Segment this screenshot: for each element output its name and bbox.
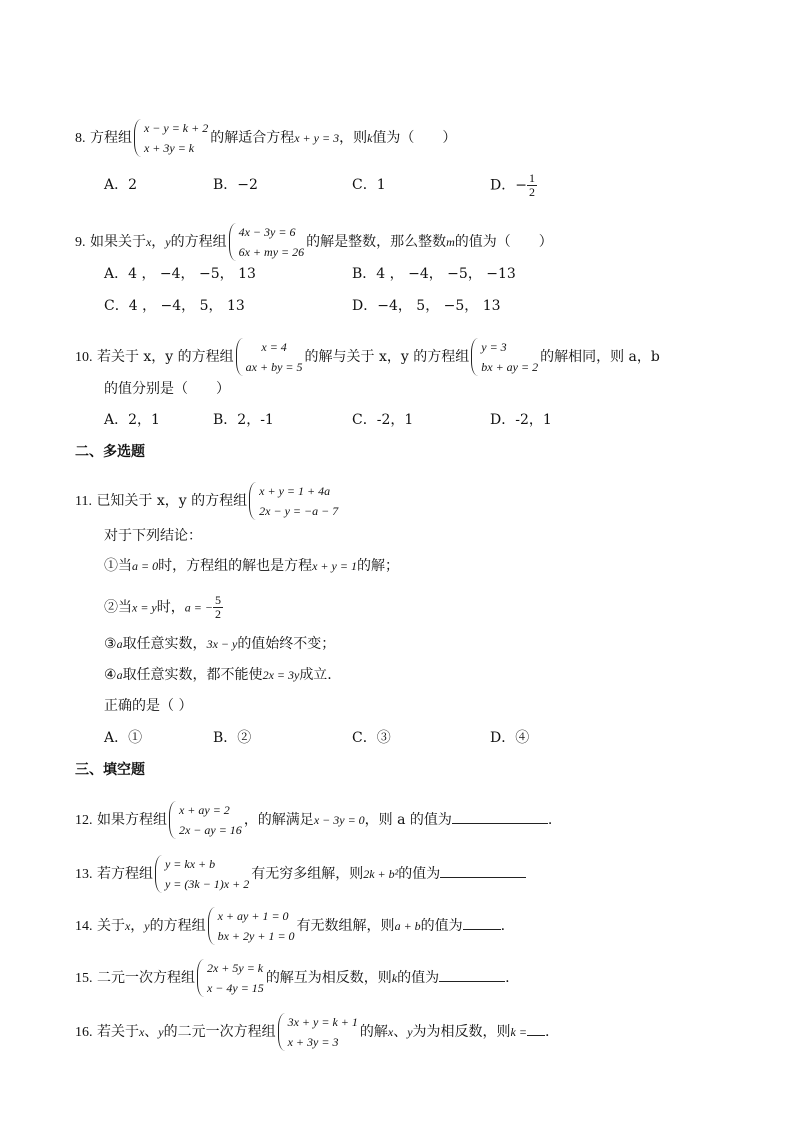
option-a: A．① — [104, 730, 143, 746]
variable: x — [387, 1025, 394, 1039]
question-9 — [75, 222, 553, 262]
period: . — [544, 1024, 550, 1040]
question-number: 14. — [75, 919, 93, 934]
option-c: C．-2，1 — [352, 412, 414, 428]
question-number: 12. — [75, 813, 93, 828]
question-number: 13. — [75, 867, 93, 882]
question-text: 的方程组 — [170, 234, 227, 250]
equation: x + 3y = k — [143, 141, 195, 155]
statement-4 — [104, 665, 332, 685]
equation: y = kx + b — [164, 857, 216, 871]
equation: a = 0 — [132, 559, 159, 573]
question-11 — [75, 481, 340, 521]
statement-text: 的值始终不变； — [237, 636, 336, 652]
answer-blank[interactable] — [439, 967, 505, 982]
denominator: 2 — [528, 185, 535, 199]
statement-text: ①当 — [104, 558, 132, 574]
variable: y — [158, 1025, 164, 1039]
equation-system — [249, 481, 338, 521]
question-10 — [75, 337, 660, 377]
equation: 2x − ay = 16 — [178, 823, 242, 837]
separator: ， — [151, 234, 166, 250]
equation: x = y — [132, 600, 157, 615]
question-number: 16. — [75, 1025, 93, 1040]
statement-3 — [104, 634, 335, 654]
equation-system — [169, 800, 242, 840]
equation: 2x + 5y = k — [206, 961, 264, 975]
statement-2 — [104, 594, 223, 621]
period: . — [547, 812, 553, 828]
equation: y = (3k − 1)x + 2 — [164, 877, 250, 891]
answer-blank[interactable] — [440, 863, 526, 878]
question-14 — [75, 906, 505, 946]
equation: x − y = k + 2 — [143, 121, 209, 135]
statement-text: ③ — [104, 636, 117, 652]
question-number: 10. — [75, 350, 93, 365]
equation: x − 4y = 15 — [206, 981, 264, 995]
equation: y = 3 — [481, 340, 507, 354]
option-a: A．4 ， −4， −5， 13 — [104, 266, 256, 282]
question-text: 的解 — [359, 1024, 388, 1040]
question-text: 值为（ ） — [372, 130, 457, 146]
fraction — [527, 172, 537, 199]
option-d: D．-2，1 — [490, 412, 552, 428]
equation-system — [155, 854, 249, 894]
statement-text: ④ — [104, 667, 117, 683]
fraction — [213, 594, 223, 621]
equation-system — [208, 906, 295, 946]
equation: x + y = 3 — [294, 131, 340, 145]
question-text: 若关于 — [96, 1024, 139, 1040]
period: . — [500, 918, 506, 934]
equation: x = 4 — [261, 340, 287, 354]
variable: k — [391, 971, 398, 985]
equation: x + ay + 1 = 0 — [217, 909, 289, 923]
equation: bx + ay = 2 — [481, 360, 539, 374]
variable: k — [367, 131, 373, 145]
variable: y — [144, 919, 150, 933]
statement-text: 取任意实数，都不能使 — [122, 667, 263, 683]
variable: y — [165, 235, 171, 249]
variable: a — [116, 637, 123, 651]
statement-text: 时， — [156, 599, 185, 616]
question-text: 如果方程组 — [96, 812, 167, 828]
question-text: 关于 — [96, 918, 125, 934]
question-text: 的解与关于 x，y 的方程组 — [304, 349, 470, 365]
answer-blank[interactable] — [463, 915, 501, 930]
equation-system — [134, 118, 208, 158]
variable: a — [116, 668, 123, 682]
question-text: 二元一次方程组 — [96, 970, 195, 986]
option-c: C．③ — [352, 730, 391, 746]
question-text: 的值为 — [398, 866, 441, 882]
question-number: 9. — [75, 235, 86, 250]
equation: 6x + my = 26 — [238, 245, 305, 259]
option-b: B．−2 — [213, 177, 258, 193]
expression: 2k + b² — [363, 867, 399, 881]
question-text: 有无数组解，则 — [296, 918, 395, 934]
separator: 、 — [144, 1024, 159, 1040]
equation: k = — [510, 1025, 527, 1039]
option-d — [490, 172, 537, 199]
question-text: 方程组 — [89, 130, 132, 146]
equation: ax + by = 5 — [245, 360, 303, 374]
statement-text: ②当 — [104, 599, 132, 616]
variable: x — [145, 235, 152, 249]
option-a: A．2 — [104, 177, 138, 193]
question-16 — [75, 1012, 549, 1052]
period: . — [505, 970, 510, 986]
question-12 — [75, 800, 552, 840]
equation-system — [197, 958, 264, 998]
option-b: B．2，-1 — [213, 412, 274, 428]
question-text: ，的解满足 — [243, 812, 314, 828]
numerator: 1 — [528, 171, 535, 185]
variable: y — [407, 1025, 413, 1039]
question-8 — [75, 118, 456, 158]
question-text: 若关于 x，y 的方程组 — [96, 349, 234, 365]
statement-text: 的解； — [356, 558, 399, 574]
option-c: C．1 — [352, 177, 386, 193]
option-c: C．4 ， −4， 5， 13 — [104, 298, 245, 314]
expression: a + b — [394, 919, 421, 933]
question-text: 的二元一次方程组 — [163, 1024, 276, 1040]
statement-text: 成立. — [299, 667, 332, 683]
answer-blank[interactable] — [452, 809, 548, 824]
statement-text: 时，方程组的解也是方程 — [158, 558, 313, 574]
option-b: B．② — [213, 730, 252, 746]
question-13 — [75, 854, 526, 894]
expression: 3x − y — [206, 637, 238, 651]
question-text: 的值为 — [420, 918, 463, 934]
variable: m — [446, 235, 455, 249]
question-15 — [75, 958, 510, 998]
equation: x + y = 1 — [312, 559, 357, 573]
equation: 4x − 3y = 6 — [238, 225, 296, 239]
equation: 2x − y = −a − 7 — [259, 504, 339, 518]
question-text: 的值为（ ） — [454, 234, 553, 250]
separator: 、 — [393, 1024, 408, 1040]
numerator: 5 — [214, 593, 221, 607]
question-text: 的方程组 — [149, 918, 206, 934]
option-d: D．−4， 5， −5， 13 — [352, 298, 501, 314]
equation: bx + 2y + 1 = 0 — [217, 929, 295, 943]
equation: x + y = 1 + 4a — [259, 484, 331, 498]
section-heading: 二、多选题 — [75, 444, 145, 460]
question-text: 的解适合方程 — [210, 130, 295, 146]
denominator: 2 — [214, 607, 221, 621]
equation: x − 3y = 0 — [313, 813, 365, 827]
question-text: 的值分别是（ ） — [104, 381, 230, 397]
equation-system — [236, 337, 303, 377]
question-number: 11. — [75, 494, 92, 509]
answer-blank[interactable] — [527, 1021, 545, 1036]
question-number: 8. — [75, 131, 86, 146]
question-text: ，则 a 的值为 — [364, 812, 452, 828]
equation: x + 3y = 3 — [287, 1035, 339, 1049]
option-label: D．− — [490, 177, 527, 194]
question-text: 的解相同，则 a，b — [540, 349, 660, 365]
equation: x + ay = 2 — [178, 803, 230, 817]
equation: 2x = 3y — [262, 668, 300, 682]
equation: a = − — [184, 600, 213, 615]
option-a: A．2，1 — [104, 412, 160, 428]
option-d: D．④ — [490, 730, 530, 746]
question-text: 对于下列结论： — [104, 528, 202, 544]
question-text: 有无穷多组解，则 — [251, 866, 364, 882]
option-b: B．4 ， −4， −5， −13 — [352, 266, 516, 282]
equation-system — [471, 337, 538, 377]
question-text: 的解互为相反数，则 — [265, 970, 392, 986]
equation-system — [278, 1012, 358, 1052]
equation-system — [229, 222, 305, 262]
statement-1 — [104, 556, 399, 576]
question-text: 的解是整数，那么整数 — [306, 234, 447, 250]
question-text: 正确的是（ ） — [104, 698, 193, 714]
question-text: 的值为 — [397, 970, 440, 986]
question-text: ，则 — [339, 130, 368, 146]
equation: 3x + y = k + 1 — [287, 1015, 358, 1029]
question-text: 若方程组 — [96, 866, 153, 882]
section-heading: 三、填空题 — [75, 762, 145, 778]
variable: x — [124, 919, 131, 933]
question-text: 已知关于 x，y 的方程组 — [96, 493, 248, 509]
question-number: 15. — [75, 971, 93, 986]
separator: ， — [130, 918, 145, 934]
variable: x — [138, 1025, 145, 1039]
question-text: 如果关于 — [89, 234, 146, 250]
question-text: 为为相反数，则 — [412, 1024, 511, 1040]
statement-text: 取任意实数， — [122, 636, 207, 652]
